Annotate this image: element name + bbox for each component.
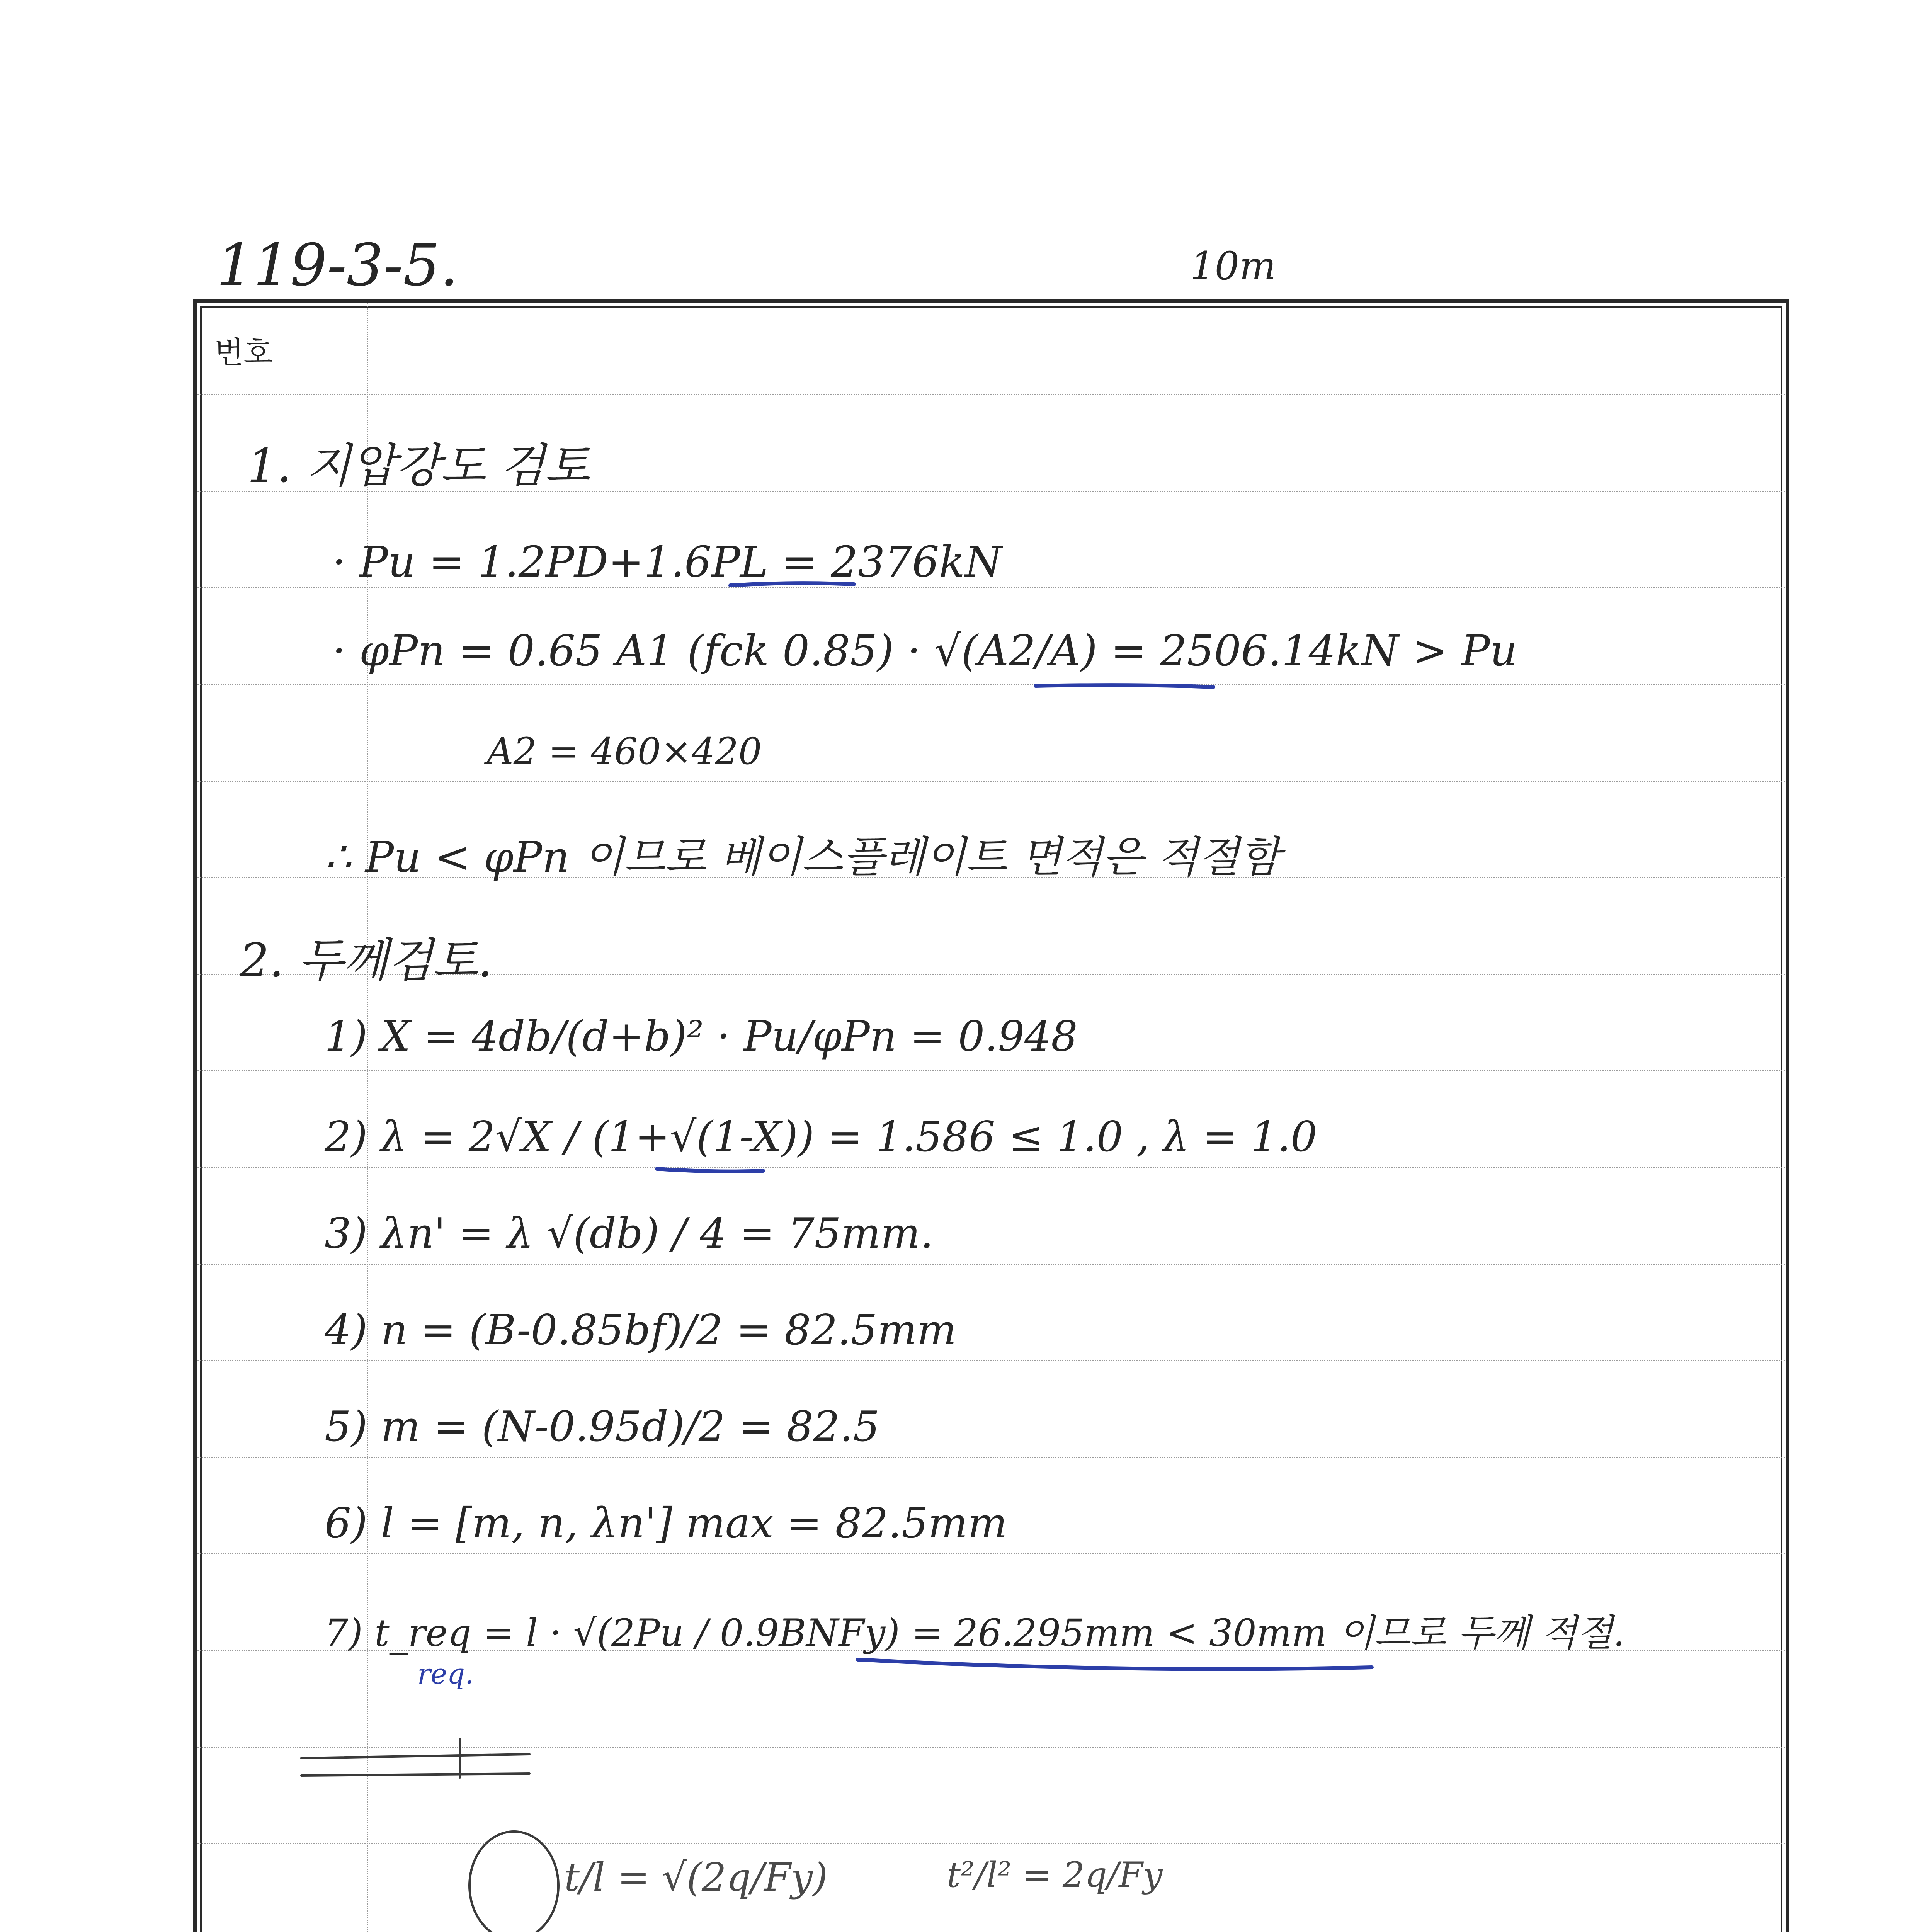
step-label: 4) [325,1306,367,1354]
section1-title: 1. 지압강도 검토 [247,439,590,493]
section1-conclusion: ∴ Pu < φPn 이므로 베이스플레이트 면적은 적절함 [325,832,1281,882]
number-label: 번호 [214,335,273,370]
a2-value: A2 = 460×420 [487,730,762,773]
underline-pu [730,583,854,585]
scratch-ratio: t/l = √(2q/Fy) [564,1855,828,1900]
scratch-ratio-squared: t²/l² = 2q/Fy [947,1855,1163,1895]
step-label: 6) [325,1499,367,1548]
step-text: λ = 2√X / (1+√(1-X)) = 1.586 ≤ 1.0 , λ = 1.0 [381,1113,1317,1161]
t-req-subscript: req. [417,1658,474,1690]
underline-phi-pn [1036,685,1213,687]
step-text: n = (B-0.85bf)/2 = 82.5mm [381,1306,957,1354]
step-text: m = (N-0.95d)/2 = 82.5 [381,1403,880,1451]
problem-number: 119-3-5. [216,232,459,299]
step-text: l = [m, n, λn'] max = 82.5mm [381,1499,1007,1548]
step-label: 1) [325,1012,367,1061]
scratch-sketches [301,1739,1314,1932]
underline-lambda [657,1169,763,1172]
step-text: λn' = λ √(db) / 4 = 75mm. [381,1209,934,1258]
phi-pn-equation: · φPn = 0.65 A1 (fck 0.85) · √(A2/A) = 2506.14kN > Pu [332,626,1517,675]
underline-t-req [858,1660,1372,1669]
step-label: 2) [325,1113,367,1161]
time-note: 10m [1190,243,1276,289]
step-label: 5) [325,1403,367,1451]
pu-equation: · Pu = 1.2PD+1.6PL = 2376kN [332,537,1002,587]
step-text: t_req = l · √(2Pu / 0.9BNFy) = 26.295mm < 30mm 이므로 두께 적절. [374,1611,1625,1655]
step-label: 7) [325,1611,363,1655]
section2-title: 2. 두께검토. [240,934,493,988]
step-text: X = 4db/(d+b)² · Pu/φPn = 0.948 [381,1012,1078,1061]
step-label: 3) [325,1209,367,1258]
